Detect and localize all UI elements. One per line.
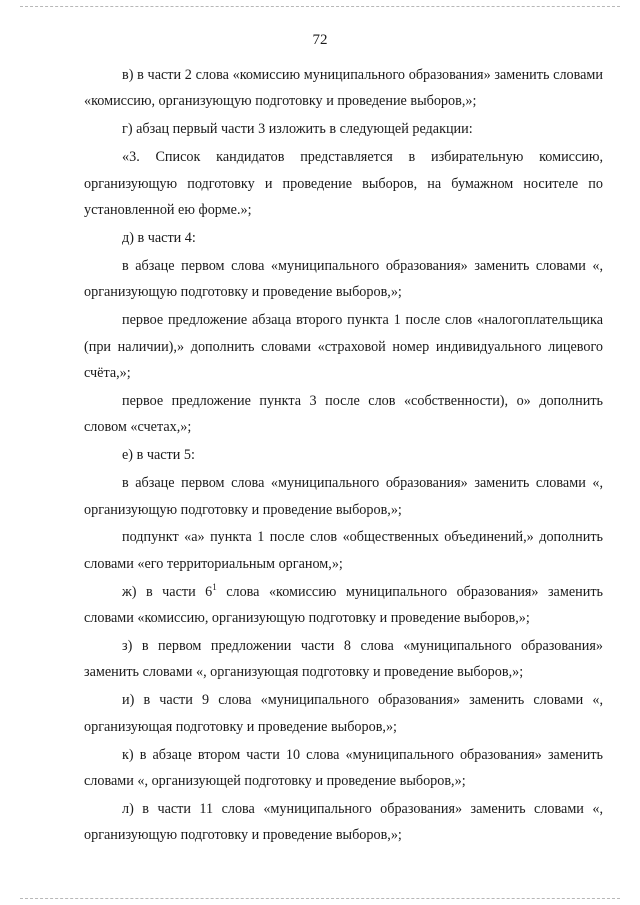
scan-edge-top bbox=[20, 6, 620, 7]
paragraph-d-3: первое предложение пункта 3 после слов «собственности), о» дополнить словом «счетах,»; bbox=[84, 392, 603, 436]
paragraph-k: к) в абзаце втором части 10 слова «муниципального образования» заменить словами «, организующей подготовку и проведение выборов,»; bbox=[84, 746, 603, 790]
paragraph-zh-superscript: 1 bbox=[212, 581, 217, 592]
paragraph-zh-rest: слова «комиссию муниципального образования» заменить словами «комиссию, организующую подготовку и проведение выборов,»; bbox=[84, 583, 603, 627]
paragraph-z: з) в первом предложении части 8 слова «муниципального образования» заменить словами «, организующая подготовку и проведение выборов,»; bbox=[84, 638, 603, 681]
paragraph-l: л) в части 11 слова «муниципального образования» заменить словами «, организующую подготовку и проведение выборов,»; bbox=[84, 800, 603, 844]
paragraph-e: е) в части 5: bbox=[122, 447, 195, 464]
paragraph-zh bbox=[84, 579, 603, 632]
paragraph-v: в) в части 2 слова «комиссию муниципального образования» заменить словами «комиссию, организующую подготовку и проведение выборов,»; bbox=[84, 67, 603, 110]
scan-edge-bottom bbox=[20, 898, 620, 899]
page-number: 72 bbox=[312, 32, 328, 48]
paragraph-e-1: в абзаце первом слова «муниципального образования» заменить словами «, организующую подготовку и проведение выборов,»; bbox=[84, 475, 603, 518]
paragraph-d-1: в абзаце первом слова «муниципального образования» заменить словами «, организующую подготовку и проведение выборов,»; bbox=[84, 257, 603, 301]
paragraph-e-2: подпункт «а» пункта 1 после слов «общественных объединений,» дополнить словами «его территориальным органом,»; bbox=[84, 529, 603, 572]
paragraph-quote-3: «3. Список кандидатов представляется в избирательную комиссию, организующую подготовку и проведение выборов, на бумажном носителе по установленной ею форме.»; bbox=[84, 149, 603, 219]
paragraph-d-2: первое предложение абзаца второго пункта 1 после слов «налогоплательщика (при наличии),» дополнить словами «страховой номер индивидуального лицевого счёта,»; bbox=[84, 312, 603, 381]
paragraph-d: д) в части 4: bbox=[122, 229, 196, 246]
document-body bbox=[84, 62, 603, 849]
paragraph-i: и) в части 9 слова «муниципального образования» заменить словами «, организующая подготовку и проведение выборов,»; bbox=[84, 692, 603, 735]
paragraph-g: г) абзац первый части 3 изложить в следующей редакции: bbox=[122, 121, 473, 138]
paragraph-zh-start: ж) в части 6 bbox=[122, 583, 213, 600]
